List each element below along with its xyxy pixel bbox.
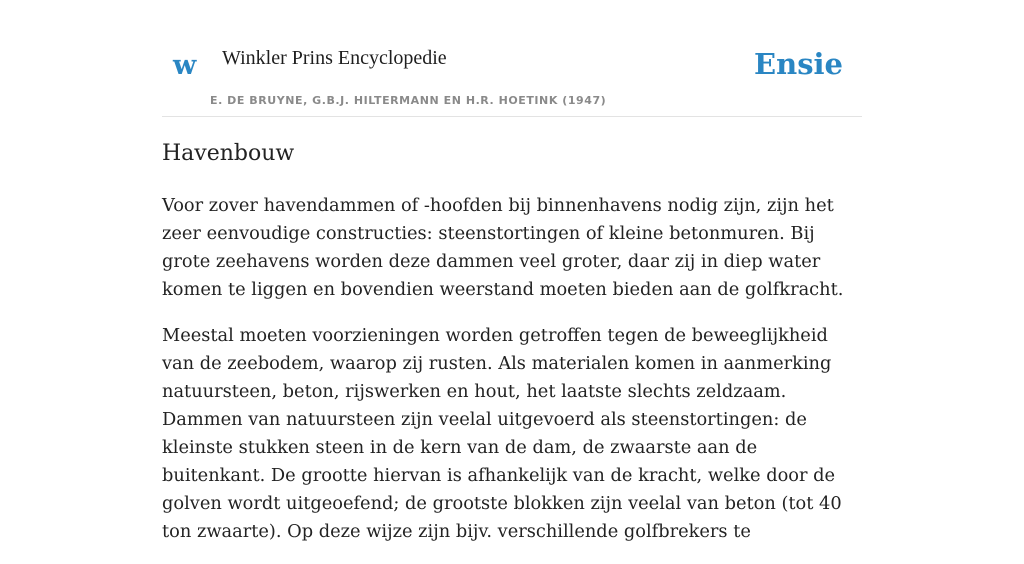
source-logo[interactable]: w [173, 50, 197, 81]
article-title: Havenbouw [162, 141, 295, 166]
article-body [162, 192, 862, 546]
article-paragraph: Voor zover havendammen of -hoofden bij binnenhavens nodig zijn, zijn het zeer eenvoudige constructies: steenstortingen of kleine betonmuren. Bij grote zeehavens worden deze dammen veel groter, daar zij in diep water komen te liggen en bovendien weerstand moeten bieden aan de golfkracht. [162, 195, 844, 300]
page-header [162, 0, 862, 117]
source-authors: E. DE BRUYNE, G.B.J. HILTERMANN EN H.R. HOETINK (1947) [210, 94, 607, 107]
article-paragraph: Meestal moeten voorzieningen worden getroffen tegen de beweeglijkheid van de zeebodem, waarop zij rusten. Als materialen komen in aanmerking natuursteen, beton, rijswerken en hout, het laatste slechts zeldzaam. Dammen van natuursteen zijn veelal uitgevoerd als steenstortingen: de kleinste stukken steen in de kern van de dam, de zwaarste aan de buitenkant. De grootte hiervan is afhankelijk van de kracht, welke door de golven wordt uitgeoefend; de grootste blokken zijn veelal van beton (tot 40 ton zwaarte). Op deze wijze zijn bijv. verschillende golfbrekers te [162, 325, 842, 542]
article [162, 138, 862, 564]
brand-logo[interactable]: Ensie [754, 47, 843, 81]
source-title[interactable]: Winkler Prins Encyclopedie [222, 47, 447, 69]
